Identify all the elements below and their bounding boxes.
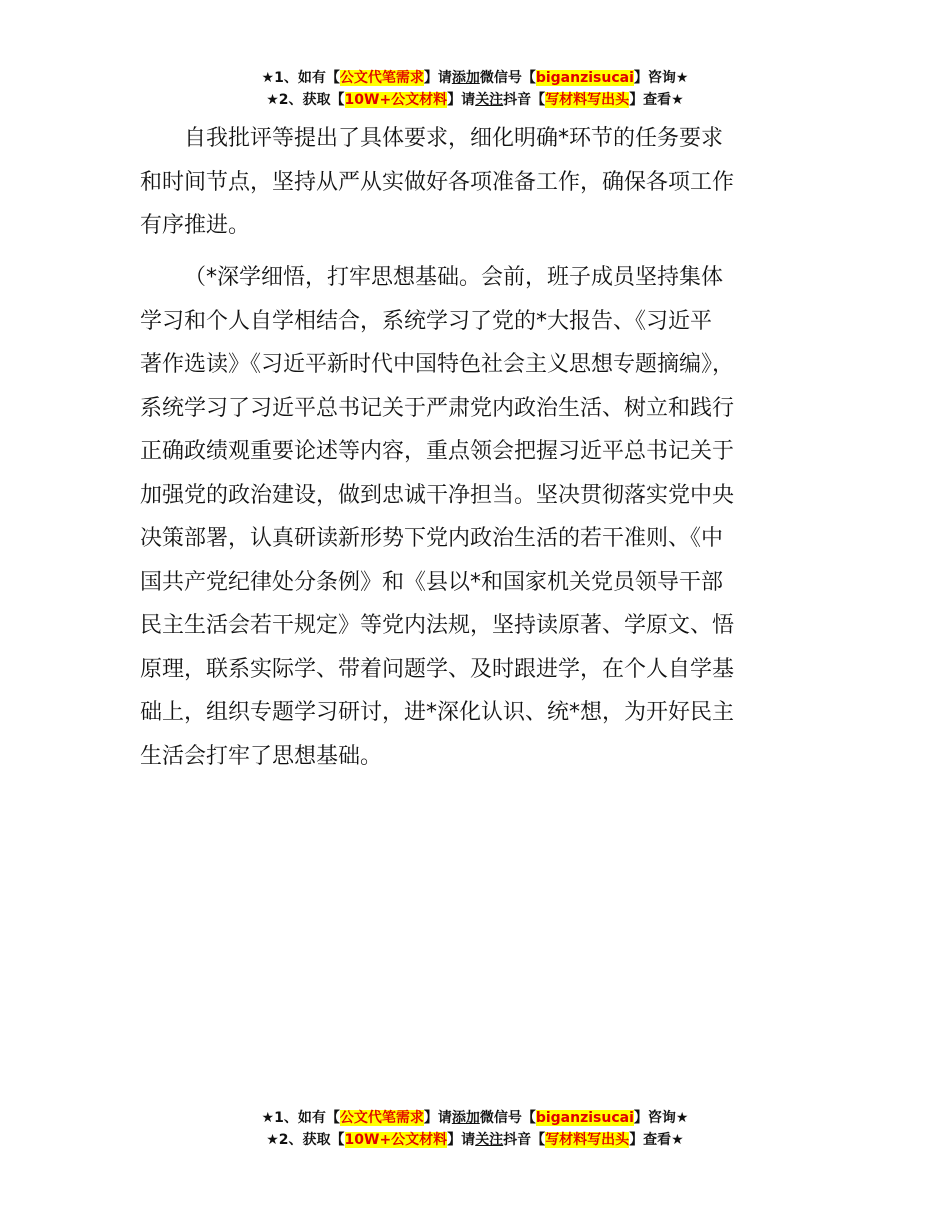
text-line: 著作选读》《习近平新时代中国特色社会主义思想专题摘编》， xyxy=(140,352,735,377)
paragraph-continuation xyxy=(140,117,820,248)
promo-line-1 xyxy=(0,1107,950,1129)
promo-2-follow: 关注 xyxy=(475,92,504,108)
promo-2-highlight-materials: 10W+公文材料 xyxy=(344,1132,448,1148)
text-line: 础上，组织专题学习研讨，进*深化认识、统*想，为开好民主 xyxy=(140,700,735,725)
promo-2-suffix: 】查看★ xyxy=(629,92,684,108)
promo-2-highlight-materials: 10W+公文材料 xyxy=(344,92,448,108)
paragraph-study xyxy=(140,256,820,778)
promo-1-add: 添加 xyxy=(451,1110,480,1126)
promo-2-follow: 关注 xyxy=(475,1132,504,1148)
promo-1-wechat-label: 微信号【 xyxy=(479,70,536,86)
text-line: 学习和个人自学相结合，系统学习了党的*大报告、《习近平 xyxy=(140,308,713,334)
promo-1-suffix: 】咨询★ xyxy=(633,70,689,86)
promo-2-mid: 】请 xyxy=(447,1132,476,1148)
text-line: 决策部署，认真研读新形势下党内政治生活的若干准则、《中 xyxy=(140,526,724,551)
promo-line-2 xyxy=(0,89,950,111)
header-promo-banner xyxy=(0,67,950,111)
promo-2-mid: 】请 xyxy=(447,92,476,108)
text-line: 自我批评等提出了具体要求，细化明确*环节的任务要求 xyxy=(184,126,724,151)
promo-2-douyin-id: 写材料写出头 xyxy=(545,92,630,108)
promo-1-highlight-service: 公文代笔需求 xyxy=(339,1110,424,1126)
promo-1-highlight-service: 公文代笔需求 xyxy=(339,70,424,86)
text-line: 民主生活会若干规定》等党内法规，坚持读原著、学原文、悟 xyxy=(140,613,735,638)
text-line: 有序推进。 xyxy=(140,213,251,238)
promo-1-add: 添加 xyxy=(451,70,480,86)
text-line: 和时间节点，坚持从严从实做好各项准备工作，确保各项工作 xyxy=(140,169,735,195)
promo-2-suffix: 】查看★ xyxy=(629,1132,684,1148)
text-line: 原理，联系实际学、带着问题学、及时跟进学，在个人自学基 xyxy=(140,656,735,682)
promo-1-suffix: 】咨询★ xyxy=(633,1110,689,1126)
text-line: 国共产党纪律处分条例》和《县以*和国家机关党员领导干部 xyxy=(140,569,724,595)
promo-2-prefix: ★2、获取【 xyxy=(266,92,345,108)
text-line: （*深学细悟，打牢思想基础。会前，班子成员坚持集体 xyxy=(184,265,724,290)
text-line: 系统学习了习近平总书记关于严肃党内政治生活、树立和践行 xyxy=(140,395,735,421)
text-line: 正确政绩观重要论述等内容，重点领会把握习近平总书记关于 xyxy=(140,439,735,464)
promo-1-prefix: ★1、如有【 xyxy=(261,1110,340,1126)
promo-1-wechat-id: biganzisucai xyxy=(535,1110,634,1126)
text-line: 加强党的政治建设，做到忠诚干净担当。坚决贯彻落实党中央 xyxy=(140,482,735,508)
promo-2-douyin-id: 写材料写出头 xyxy=(545,1132,630,1148)
text-line: 生活会打牢了思想基础。 xyxy=(140,743,383,769)
promo-2-prefix: ★2、获取【 xyxy=(266,1132,345,1148)
promo-2-douyin-label: 抖音【 xyxy=(503,92,546,108)
promo-1-mid: 】请 xyxy=(423,1110,452,1126)
promo-line-2 xyxy=(0,1129,950,1151)
promo-1-wechat-label: 微信号【 xyxy=(479,1110,536,1126)
promo-2-douyin-label: 抖音【 xyxy=(503,1132,546,1148)
promo-1-wechat-id: biganzisucai xyxy=(535,70,634,86)
promo-1-prefix: ★1、如有【 xyxy=(261,70,340,86)
promo-line-1 xyxy=(0,67,950,89)
footer-promo-banner xyxy=(0,1107,950,1151)
promo-1-mid: 】请 xyxy=(423,70,452,86)
